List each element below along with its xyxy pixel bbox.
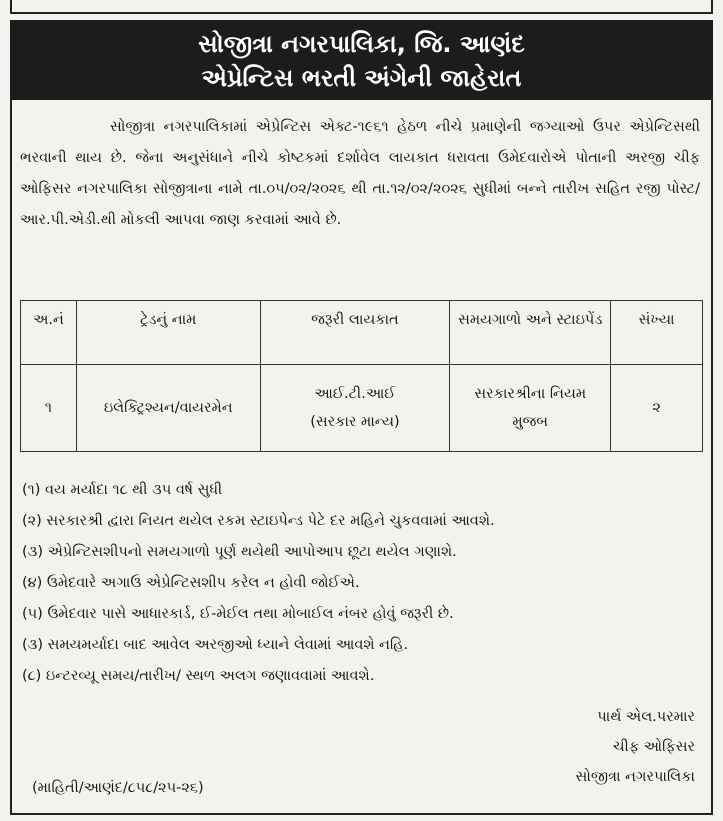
signature-block: [575, 702, 695, 792]
col-header-trade: ટ્રેડનું નામ: [76, 301, 260, 365]
trade-table: [20, 300, 703, 452]
list-item: (૩) એપ્રેન્ટિસશીપનો સમયગાળો પૂર્ણ થયેથી આપોઆપ છૂટા થયેલ ગણાશે.: [22, 544, 457, 560]
col-header-qualification: જરૂરી લાયકાત: [260, 301, 450, 365]
signatory-designation: ચીફ ઓફિસર: [612, 739, 695, 755]
intro-paragraph: સોજીત્રા નગરપાલિકામાં એપ્રેન્ટિસ એક્ટ-૧૯૬૧ હેઠળ નીચે પ્રમાણેની જગ્યાઓ ઉપર એપ્રેન્ટિસથી ભરવાની થાય છે. જેના અનુસંધાને નીચે કોષ્ટકમાં દર્શાવેલ લાયકાત ધરાવતા ઉમેદવારોએ પોતાની અરજી ચીફ ઓફિસર નગરપાલિકા સોજીત્રાના નામે તા.૦૫/૦૨/૨૦૨૬ થી તા.૧૨/૦૨/૨૦૨૬ સુધીમાં બન્ને તારીખ સહિત રજી પોસ્ટ/આર.પી.એડી.થી મોકલી આપવા જાણ કરવામાં આવે છે.: [20, 119, 700, 228]
table-row: [21, 365, 703, 452]
list-item: (૫) ઉમેદવાર પાસે આધારકાર્ડ, ઈ-મેઈલ તથા મોબાઈલ નંબર હોવું જરૂરી છે.: [22, 606, 454, 622]
list-item: (૮) ઇન્ટરવ્યૂ સમય/તારીખ/ સ્થળ અલગ જણાવવામાં આવશે.: [22, 668, 375, 684]
col-header-stipend: સમયગાળો અને સ્ટાઇપેંડ: [450, 301, 611, 365]
cell-qualification: આઈ.ટી.આઈ (સરકાર માન્ય): [260, 365, 450, 452]
table-header-row: [21, 301, 703, 365]
list-item: (૪) ઉમેદવારે અગાઉ એપ્રેન્ટિસશીપ કરેલ ન હોવી જોઈએ.: [22, 575, 360, 591]
list-item: (૧) વય મર્યાદા ૧૮ થી ૩૫ વર્ષ સુધી: [22, 482, 223, 498]
notice-title-line2: એપ્રેન્ટિસ ભરતી અંગેની જાહેરાત: [201, 64, 522, 92]
cell-sr: ૧: [21, 365, 77, 452]
list-item: (૩) સમયમર્યાદા બાદ આવેલ અરજીઓ ધ્યાને લેવામાં આવશે નહિ.: [22, 637, 409, 653]
cell-count: ૨: [611, 365, 703, 452]
notice-header: [10, 20, 713, 100]
cell-trade: ઇલેક્ટ્રિશ્યન/વાયરમેન: [76, 365, 260, 452]
top-border-strip: [10, 0, 713, 14]
signatory-name: પાર્થ એલ.પરમાર: [597, 709, 695, 725]
col-header-count: સંખ્યા: [611, 301, 703, 365]
cell-stipend: સરકારશ્રીના નિયમ મુજબ: [450, 365, 611, 452]
list-item: (૨) સરકારશ્રી દ્વારા નિયત થયેલ રકમ સ્ટાઇપેન્ડ પેટે દર મહિને ચુકવવામાં આવશે.: [22, 513, 495, 529]
reference-number: (માહિતી/આણંદ/૮૫૮/૨૫-૨૬): [32, 780, 204, 796]
notice-title-line1: સોજીત્રા નગરપાલિકા, જિ. આણંદ: [198, 30, 525, 58]
conditions-list: [22, 475, 702, 692]
col-header-sr: અ.નં: [21, 301, 77, 365]
signatory-office: સોજીત્રા નગરપાલિકા: [575, 769, 695, 785]
